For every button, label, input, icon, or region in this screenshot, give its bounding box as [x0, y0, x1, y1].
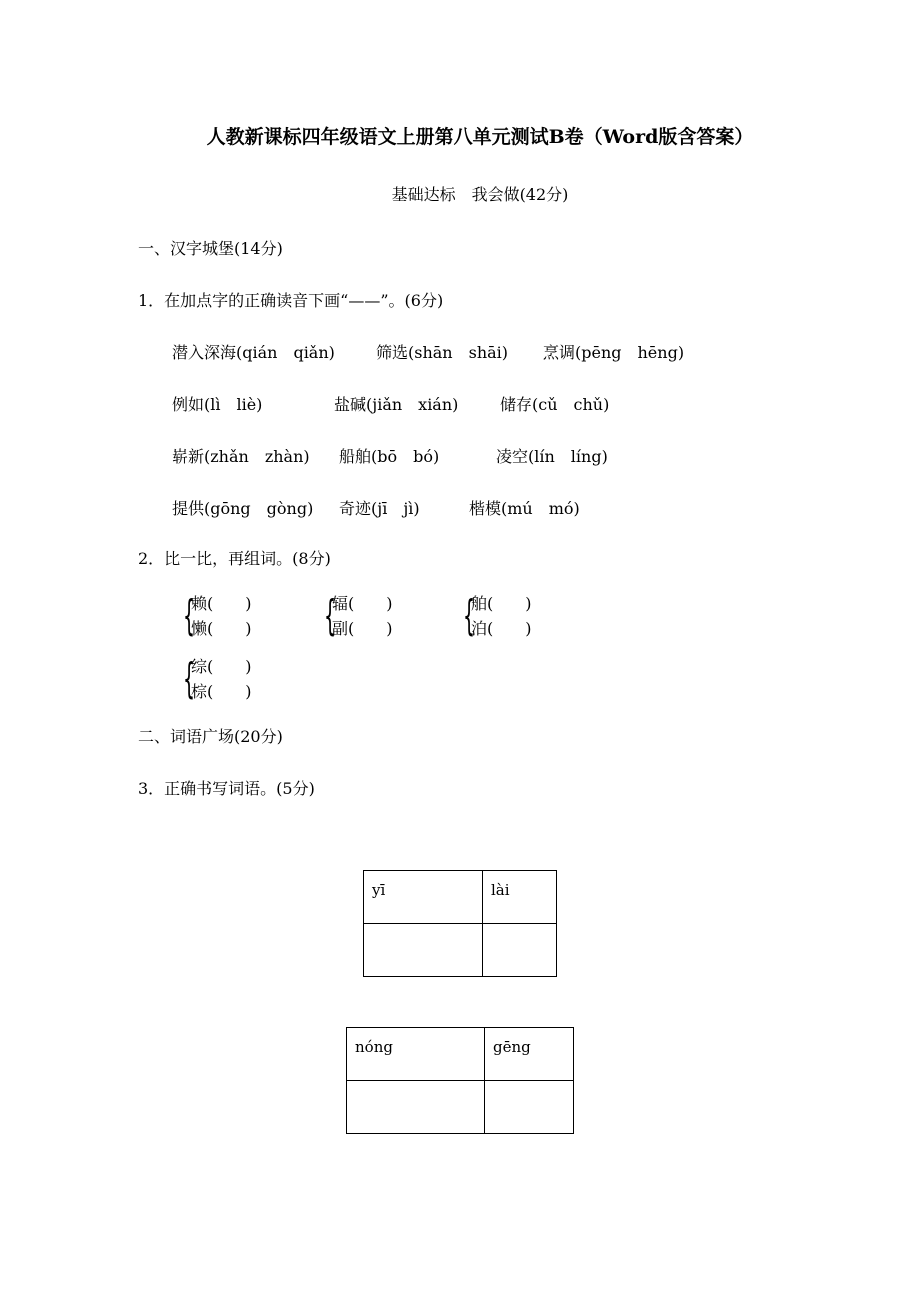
q1-item: 提供(gōng gòng)	[172, 499, 314, 518]
section2-heading: 二、词语广场(20分)	[138, 727, 283, 746]
pinyin-cell: yī	[364, 871, 483, 924]
q2-prompt: 2．比一比，再组词。(8分)	[138, 549, 331, 568]
q3-prompt: 3．正确书写词语。(5分)	[138, 779, 315, 798]
q1-item: 奇迹(jī jì)	[339, 499, 420, 518]
brace-icon: {	[463, 591, 476, 640]
section1-heading: 一、汉字城堡(14分)	[138, 239, 283, 258]
pinyin-cell: lài	[483, 871, 557, 924]
q1-item: 储存(cǔ chǔ)	[500, 395, 610, 414]
q1-item: 崭新(zhǎn zhàn)	[172, 447, 310, 466]
brace-icon: {	[183, 654, 196, 703]
brace-icon: {	[183, 591, 196, 640]
answer-cell[interactable]	[364, 924, 483, 977]
q1-item: 例如(lì liè)	[172, 395, 263, 414]
q1-item: 烹调(pēng hēng)	[543, 343, 685, 362]
compare-word: 舶( )	[471, 594, 532, 613]
q1-item: 盐碱(jiǎn xián)	[334, 395, 459, 414]
answer-cell[interactable]	[485, 1081, 574, 1134]
compare-group	[183, 591, 293, 643]
compare-word: 副( )	[332, 619, 393, 638]
writing-table	[346, 1027, 574, 1134]
q1-item: 船舶(bō bó)	[339, 447, 440, 466]
brace-icon: {	[324, 591, 337, 640]
compare-group	[463, 591, 573, 643]
compare-word: 综( )	[191, 657, 252, 676]
q1-item: 凌空(lín líng)	[496, 447, 608, 466]
compare-word: 赖( )	[191, 594, 252, 613]
compare-word: 懒( )	[191, 619, 252, 638]
q1-item: 楷模(mú mó)	[469, 499, 580, 518]
document-title: 人教新课标四年级语文上册第八单元测试B卷（Word版含答案）	[206, 126, 754, 148]
compare-word: 棕( )	[191, 682, 252, 701]
writing-table	[363, 870, 557, 977]
q1-item: 潜入深海(qián qiǎn)	[172, 343, 335, 362]
q1-item: 筛选(shān shāi)	[376, 343, 509, 362]
q1-prompt: 1．在加点字的正确读音下画“——”。(6分)	[138, 291, 444, 310]
compare-group	[183, 654, 293, 706]
compare-word: 泊( )	[471, 619, 532, 638]
answer-cell[interactable]	[483, 924, 557, 977]
answer-cell[interactable]	[347, 1081, 485, 1134]
pinyin-cell: nóng	[347, 1028, 485, 1081]
section-subtitle: 基础达标 我会做(42分)	[391, 185, 569, 204]
compare-group	[324, 591, 434, 643]
compare-word: 辐( )	[332, 594, 393, 613]
pinyin-cell: gēng	[485, 1028, 574, 1081]
